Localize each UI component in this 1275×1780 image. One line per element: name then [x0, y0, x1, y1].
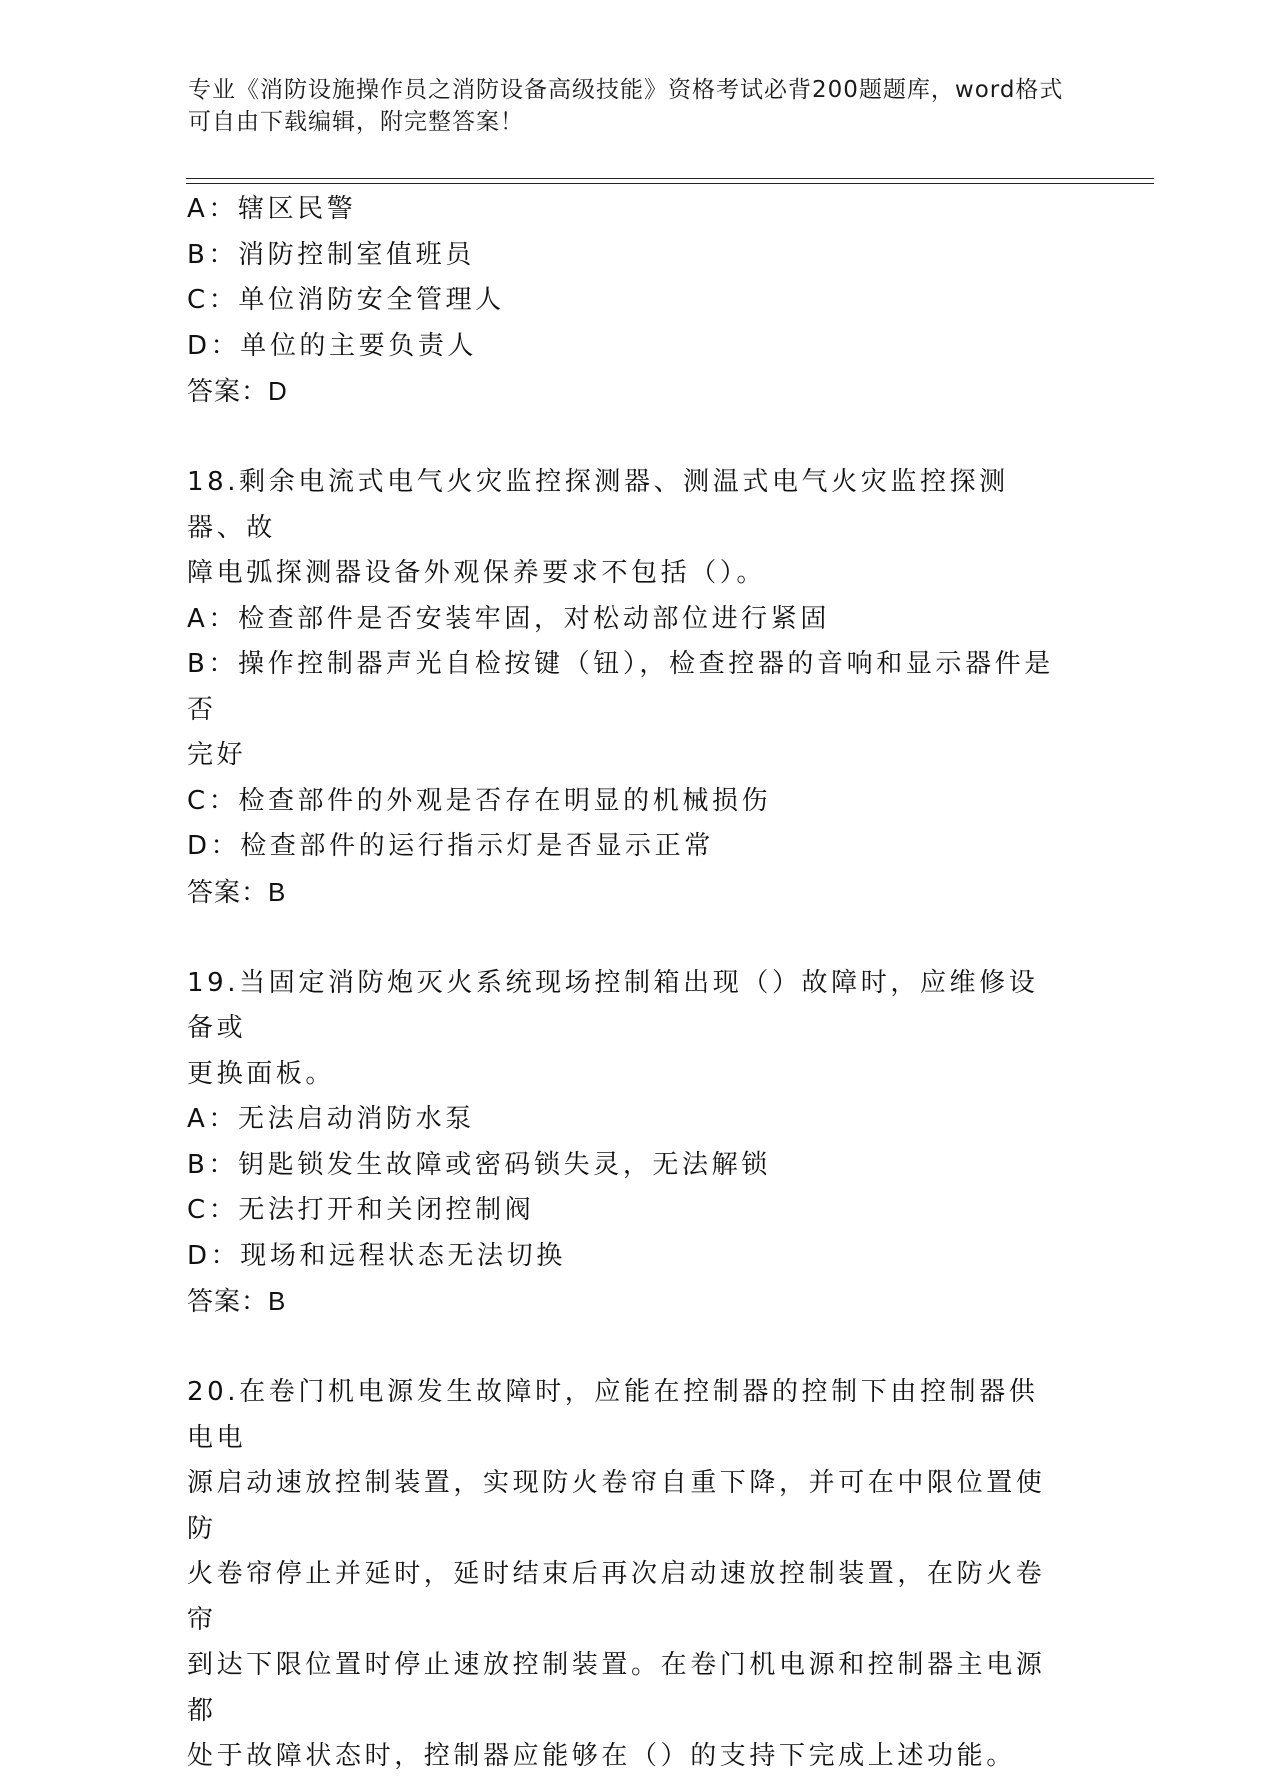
option-a: A：检查部件是否安装牢固，对松动部位进行紧固 — [187, 603, 830, 634]
option-d: D：单位的主要负责人 — [187, 330, 478, 361]
question-18 — [187, 460, 1067, 915]
question-text-line: 处于故障状态时，控制器应能够在（）的支持下完成上述功能。 — [187, 1741, 1016, 1771]
question-text-line: 到达下限位置时停止速放控制装置。在卷门机电源和控制器主电源都 — [187, 1650, 1046, 1726]
question-20 — [187, 1370, 1067, 1780]
answer-line: 答案：D — [187, 376, 288, 406]
question-text-line: 18.剩余电流式电气火灾监控探测器、测温式电气火灾监控探测器、故 — [187, 467, 1009, 543]
option-d: D：检查部件的运行指示灯是否显示正常 — [187, 831, 714, 861]
document-header: 专业《消防设施操作员之消防设备高级技能》资格考试必背200题题库，word格式可自由下载编辑，附完整答案！ — [188, 77, 1064, 135]
spacer — [187, 415, 1067, 461]
answer-line: 答案：B — [187, 1286, 287, 1316]
option-c: C：单位消防安全管理人 — [187, 285, 505, 315]
header-divider-top — [186, 178, 1154, 179]
question-text-line: 20.在卷门机电源发生故障时，应能在控制器的控制下由控制器供电电 — [187, 1377, 1039, 1453]
question-text-line: 源启动速放控制装置，实现防火卷帘自重下降，并可在中限位置使防 — [187, 1468, 1046, 1544]
option-b-continued: 完好 — [187, 740, 247, 770]
header-divider-bottom — [186, 183, 1154, 184]
question-content — [187, 187, 1067, 1780]
question-text-line: 障电弧探测器设备外观保养要求不包括（）。 — [187, 558, 767, 588]
option-a: A：无法启动消防水泵 — [187, 1104, 475, 1134]
option-d: D：现场和远程状态无法切换 — [187, 1240, 566, 1271]
question-text-line: 火卷帘停止并延时，延时结束后再次启动速放控制装置，在防火卷帘 — [187, 1559, 1046, 1635]
spacer — [187, 1325, 1067, 1371]
option-c: C：检查部件的外观是否存在明显的机械损伤 — [187, 785, 772, 816]
option-b: B：消防控制室值班员 — [187, 239, 475, 270]
question-text-line: 19.当固定消防炮灭火系统现场控制箱出现（）故障时，应维修设备或 — [187, 967, 1039, 1043]
question-19 — [187, 961, 1067, 1325]
option-c: C：无法打开和关闭控制阀 — [187, 1195, 535, 1225]
option-a: A：辖区民警 — [187, 194, 357, 224]
answer-line: 答案：B — [187, 876, 287, 907]
question-17 — [187, 187, 1067, 415]
question-text-line: 更换面板。 — [187, 1058, 336, 1089]
option-b: B：钥匙锁发生故障或密码锁失灵，无法解锁 — [187, 1149, 771, 1180]
spacer — [187, 915, 1067, 961]
option-b: B：操作控制器声光自检按键（钮），检查控器的音响和显示器件是否 — [187, 649, 1054, 725]
